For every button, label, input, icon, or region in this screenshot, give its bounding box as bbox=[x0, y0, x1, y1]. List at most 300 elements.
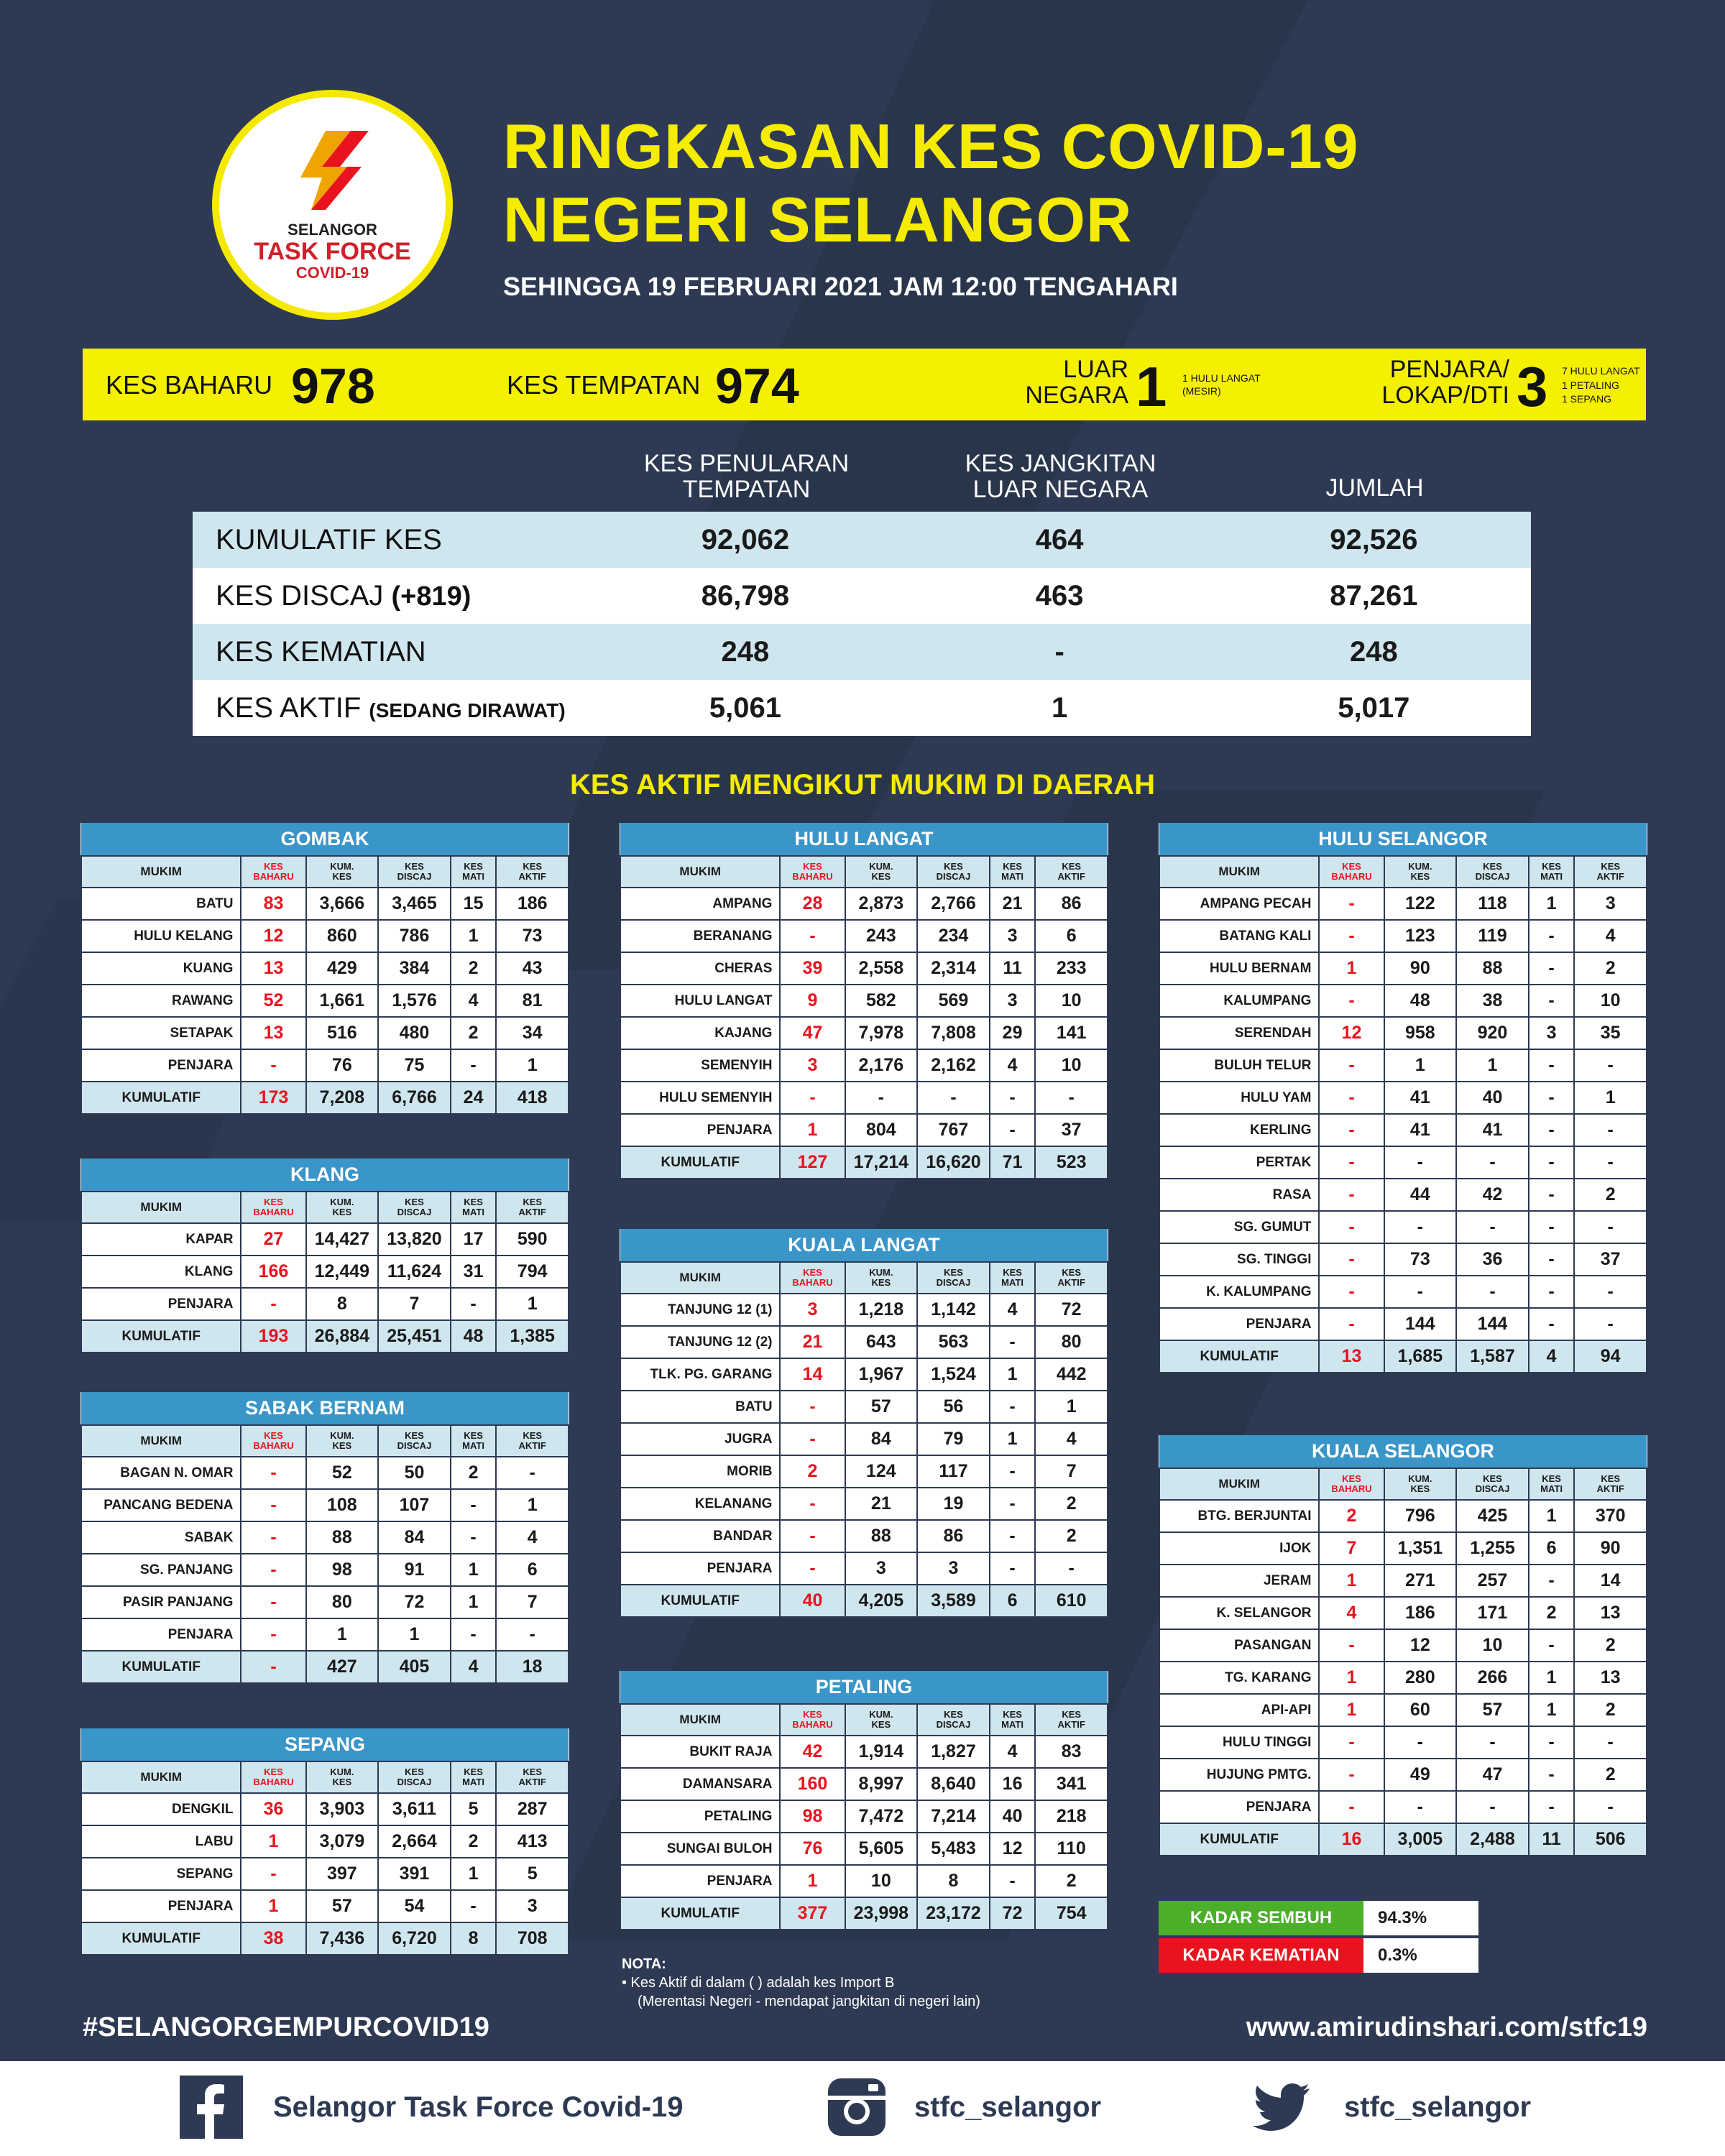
cell-discaj: 54 bbox=[378, 1890, 451, 1922]
table-row bbox=[1159, 920, 1647, 952]
cell-aktif: 287 bbox=[496, 1793, 569, 1825]
col-mati-b: MATI bbox=[1001, 871, 1024, 882]
note bbox=[622, 1955, 980, 2011]
cell-aktif: 2 bbox=[1574, 1759, 1647, 1791]
col-aktif bbox=[1574, 856, 1647, 888]
penjara-label-2: LOKAP/DTI bbox=[1381, 381, 1509, 409]
cell-aktif: - bbox=[1574, 1308, 1647, 1340]
col-aktif bbox=[496, 856, 569, 888]
total-cell-baharu: 193 bbox=[241, 1320, 305, 1353]
total-cell-kumulatif: 4,205 bbox=[845, 1585, 918, 1617]
col-mukim: MUKIM bbox=[81, 1192, 241, 1223]
table-row bbox=[620, 985, 1108, 1017]
total-cell-discaj: 3,589 bbox=[917, 1585, 990, 1617]
summary-row-label bbox=[193, 568, 588, 624]
table-row bbox=[81, 1521, 569, 1554]
cell-mukim: BANDAR bbox=[620, 1520, 780, 1552]
facebook-link[interactable]: Selangor Task Force Covid-19 bbox=[273, 2091, 684, 2123]
cell-kumulatif: 124 bbox=[845, 1455, 918, 1488]
cell-mukim: TG. KARANG bbox=[1159, 1662, 1319, 1694]
total-cell-mukim: KUMULATIF bbox=[620, 1897, 780, 1930]
cell-aktif: 13 bbox=[1574, 1662, 1647, 1694]
cell-discaj: 2,664 bbox=[378, 1825, 451, 1858]
col-kum bbox=[845, 1262, 918, 1294]
cell-aktif: 10 bbox=[1035, 985, 1108, 1017]
cell-discaj: 57 bbox=[1456, 1694, 1529, 1726]
total-cell-mukim: KUMULATIF bbox=[1159, 1823, 1319, 1856]
total-cell-baharu: 127 bbox=[780, 1146, 845, 1179]
cell-mati: 2 bbox=[1529, 1597, 1575, 1629]
col-kum bbox=[306, 1425, 379, 1457]
col-baharu-a: KES bbox=[803, 861, 822, 872]
cell-aktif: 233 bbox=[1035, 952, 1108, 985]
district-table-kuala-langat bbox=[620, 1229, 1108, 1618]
cell-discaj: 1,524 bbox=[917, 1358, 990, 1391]
total-cell-aktif: 418 bbox=[496, 1082, 569, 1114]
instagram-link[interactable]: stfc_selangor bbox=[914, 2091, 1102, 2123]
cell-kumulatif: 44 bbox=[1384, 1179, 1457, 1211]
cell-mukim: BTG. BERJUNTAI bbox=[1159, 1500, 1319, 1532]
cell-baharu: 12 bbox=[1319, 1017, 1384, 1049]
col-mati bbox=[990, 856, 1036, 888]
cell-aktif: 1 bbox=[1035, 1391, 1108, 1423]
cell-mati: - bbox=[1529, 985, 1575, 1017]
page-subtitle: SEHINGGA 19 FEBRUARI 2021 JAM 12:00 TENGAHARI bbox=[503, 272, 1178, 301]
col-kum-a: KUM. bbox=[869, 861, 893, 872]
col-aktif bbox=[1035, 1262, 1108, 1294]
cell-aktif: - bbox=[1574, 1276, 1647, 1308]
cell-mukim: LABU bbox=[81, 1825, 241, 1858]
cell-kumulatif: 8 bbox=[306, 1288, 379, 1320]
cell-mukim: PENJARA bbox=[81, 1049, 241, 1082]
district-header-row bbox=[81, 823, 569, 856]
cell-aktif: 5 bbox=[496, 1858, 569, 1890]
col-mati-a: KES bbox=[1542, 861, 1561, 872]
cell-mati: - bbox=[1529, 1308, 1575, 1340]
table-row bbox=[1159, 1114, 1647, 1146]
total-cell-baharu: - bbox=[241, 1651, 305, 1683]
cell-mati: 3 bbox=[990, 985, 1036, 1017]
cell-baharu: - bbox=[241, 1554, 305, 1586]
hdr-tempatan-b: TEMPATAN bbox=[682, 475, 811, 503]
summary-row-label bbox=[193, 680, 588, 736]
cell-kumulatif: 643 bbox=[845, 1326, 918, 1358]
total-cell-mukim: KUMULATIF bbox=[81, 1082, 241, 1114]
cell-aktif: 3 bbox=[496, 1890, 569, 1922]
cell-aktif: 73 bbox=[496, 920, 569, 952]
summary-value-v3: 248 bbox=[1217, 624, 1531, 680]
cell-discaj: 425 bbox=[1456, 1500, 1529, 1532]
table-row bbox=[81, 1049, 569, 1082]
summary-value-v1: 248 bbox=[588, 624, 902, 680]
cell-kumulatif: 1 bbox=[1384, 1049, 1457, 1082]
total-cell-aktif: 94 bbox=[1574, 1340, 1647, 1373]
cell-kumulatif: 49 bbox=[1384, 1759, 1457, 1791]
cell-mukim: KERLING bbox=[1159, 1114, 1319, 1146]
table-row bbox=[620, 1520, 1108, 1552]
cell-aktif: 4 bbox=[496, 1521, 569, 1554]
cell-discaj: 8,640 bbox=[917, 1768, 990, 1800]
col-discaj-a: KES bbox=[944, 1709, 963, 1720]
col-aktif-b: AKTIF bbox=[1596, 871, 1624, 882]
table-row bbox=[1159, 1532, 1647, 1565]
cell-discaj: 563 bbox=[917, 1326, 990, 1358]
col-mati bbox=[451, 1425, 497, 1457]
cell-baharu: - bbox=[241, 1489, 305, 1521]
cell-discaj: - bbox=[1456, 1791, 1529, 1823]
cell-baharu: - bbox=[780, 1488, 845, 1520]
cell-kumulatif: 108 bbox=[306, 1489, 379, 1521]
summary-row-label bbox=[193, 624, 588, 680]
district-name: SEPANG bbox=[81, 1728, 569, 1761]
col-baharu-b: BAHARU bbox=[253, 871, 294, 882]
instagram-icon[interactable] bbox=[825, 2076, 888, 2139]
cell-aktif: 590 bbox=[496, 1223, 569, 1256]
cell-discaj: 1,576 bbox=[378, 985, 451, 1017]
note-line2: (Merentasi Negeri - mendapat jangkitan di negeri lain) bbox=[638, 1994, 980, 2009]
cell-mukim: HULU BERNAM bbox=[1159, 952, 1319, 985]
cell-baharu: 28 bbox=[780, 888, 845, 920]
headline-bar bbox=[83, 349, 1646, 420]
table-row bbox=[81, 1793, 569, 1825]
cell-kumulatif: 1,351 bbox=[1384, 1532, 1457, 1565]
cell-mukim: K. SELANGOR bbox=[1159, 1597, 1319, 1629]
summary-value-v2: 463 bbox=[903, 568, 1217, 624]
district-table-hulu-selangor bbox=[1159, 823, 1647, 1373]
col-kum-b: KES bbox=[1410, 871, 1430, 882]
cell-mati: 3 bbox=[990, 920, 1036, 952]
total-cell-aktif: 18 bbox=[496, 1651, 569, 1683]
note-line1: • Kes Aktif di dalam ( ) adalah kes Import B bbox=[622, 1975, 895, 1991]
hashtag: #SELANGORGEMPURCOVID19 bbox=[83, 2012, 489, 2042]
col-aktif-a: KES bbox=[1062, 861, 1082, 872]
penjara-note-1: 7 HULU LANGAT bbox=[1562, 365, 1640, 377]
district-name: PETALING bbox=[620, 1671, 1108, 1704]
cell-discaj: 1,827 bbox=[917, 1736, 990, 1768]
cell-aktif: 10 bbox=[1035, 1049, 1108, 1082]
district-name: KLANG bbox=[81, 1158, 569, 1192]
column-header-row bbox=[81, 1425, 569, 1457]
col-mukim: MUKIM bbox=[620, 1262, 780, 1294]
cell-discaj: 7,214 bbox=[917, 1800, 990, 1833]
cell-baharu: - bbox=[1319, 1726, 1384, 1759]
cell-mukim: HULU YAM bbox=[1159, 1082, 1319, 1114]
cell-mati: 1 bbox=[1529, 888, 1575, 920]
cell-mati: - bbox=[990, 1488, 1036, 1520]
table-row bbox=[81, 1890, 569, 1922]
cell-kumulatif: - bbox=[1384, 1726, 1457, 1759]
total-cell-discaj: 2,488 bbox=[1456, 1823, 1529, 1856]
cell-baharu: 13 bbox=[241, 952, 305, 985]
col-baharu-b: BAHARU bbox=[792, 871, 833, 882]
cell-kumulatif: 88 bbox=[845, 1520, 918, 1552]
col-mukim: MUKIM bbox=[81, 1425, 241, 1457]
col-discaj-a: KES bbox=[1483, 861, 1502, 872]
col-discaj-a: KES bbox=[1483, 1473, 1502, 1485]
col-baharu-a: KES bbox=[803, 1709, 822, 1720]
total-cell-kumulatif: 1,685 bbox=[1384, 1340, 1457, 1373]
cell-discaj: 8 bbox=[917, 1865, 990, 1897]
col-mati bbox=[990, 1704, 1036, 1736]
hdr-luar-a: KES JANGKITAN bbox=[965, 450, 1156, 477]
cell-mati: - bbox=[1529, 1791, 1575, 1823]
summary-value-v1: 92,062 bbox=[588, 512, 902, 568]
col-kum-b: KES bbox=[332, 1207, 352, 1217]
table-row bbox=[81, 1288, 569, 1320]
cell-aktif: 13 bbox=[1574, 1597, 1647, 1629]
col-kum-b: KES bbox=[871, 1719, 891, 1730]
page-title-line2: NEGERI SELANGOR bbox=[503, 184, 1133, 255]
col-discaj-b: DISCAJ bbox=[397, 871, 432, 882]
cell-mukim: SABAK bbox=[81, 1521, 241, 1554]
luar-note-2: (MESIR) bbox=[1182, 385, 1221, 397]
cell-mukim: KAPAR bbox=[81, 1223, 241, 1256]
cell-aktif: 110 bbox=[1035, 1833, 1108, 1865]
cell-kumulatif: 1,914 bbox=[845, 1736, 918, 1768]
kes-tempatan-value: 974 bbox=[715, 358, 799, 414]
cell-mati: 4 bbox=[451, 985, 497, 1017]
cell-mati: - bbox=[990, 1326, 1036, 1358]
cell-discaj: 7,808 bbox=[917, 1017, 990, 1049]
table-row bbox=[620, 1326, 1108, 1358]
table-row bbox=[620, 1049, 1108, 1082]
summary-value-v1: 86,798 bbox=[588, 568, 902, 624]
table-row bbox=[620, 1768, 1108, 1800]
table-row bbox=[620, 920, 1108, 952]
cell-aktif: 83 bbox=[1035, 1736, 1108, 1768]
total-row bbox=[81, 1922, 569, 1955]
cell-mukim: K. KALUMPANG bbox=[1159, 1276, 1319, 1308]
column-header-row bbox=[620, 1704, 1108, 1736]
total-cell-kumulatif: 17,214 bbox=[845, 1146, 918, 1179]
col-mukim: MUKIM bbox=[81, 1761, 241, 1793]
cell-discaj: 2,766 bbox=[917, 888, 990, 920]
cell-baharu: 1 bbox=[1319, 1694, 1384, 1726]
cell-mati: - bbox=[1529, 1179, 1575, 1211]
cell-kumulatif: 48 bbox=[1384, 985, 1457, 1017]
table-row bbox=[1159, 1791, 1647, 1823]
col-kum bbox=[1384, 856, 1457, 888]
cell-mati: 17 bbox=[451, 1223, 497, 1256]
cell-mati: - bbox=[1529, 1082, 1575, 1114]
cell-aktif: 7 bbox=[1035, 1455, 1108, 1488]
cell-discaj: - bbox=[1456, 1726, 1529, 1759]
cell-kumulatif: 90 bbox=[1384, 952, 1457, 985]
cell-mukim: TLK. PG. GARANG bbox=[620, 1358, 780, 1391]
cell-kumulatif: 14,427 bbox=[306, 1223, 379, 1256]
total-row bbox=[620, 1585, 1108, 1617]
cell-discaj: 569 bbox=[917, 985, 990, 1017]
twitter-link[interactable]: stfc_selangor bbox=[1344, 2091, 1532, 2123]
note-title: NOTA: bbox=[622, 1956, 666, 1972]
col-mati-b: MATI bbox=[462, 1207, 484, 1217]
cell-kumulatif: 60 bbox=[1384, 1694, 1457, 1726]
cell-baharu: - bbox=[780, 1391, 845, 1423]
cell-mukim: TANJUNG 12 (2) bbox=[620, 1326, 780, 1358]
total-cell-discaj: 23,172 bbox=[917, 1897, 990, 1930]
logo-line1: SELANGOR bbox=[288, 221, 377, 239]
cell-baharu: 39 bbox=[780, 952, 845, 985]
total-cell-mukim: KUMULATIF bbox=[620, 1585, 780, 1617]
cell-kumulatif: 41 bbox=[1384, 1114, 1457, 1146]
summary-value-v2: - bbox=[903, 624, 1217, 680]
col-mati-a: KES bbox=[464, 1430, 483, 1442]
cell-aktif: 442 bbox=[1035, 1358, 1108, 1391]
cell-baharu: - bbox=[241, 1618, 305, 1651]
hdr-tempatan-a: KES PENULARAN bbox=[643, 450, 850, 477]
district-table-petaling bbox=[620, 1671, 1108, 1930]
kadar-sembuh bbox=[1159, 1901, 1478, 1935]
col-kum-a: KUM. bbox=[1408, 861, 1432, 872]
table-row bbox=[620, 952, 1108, 985]
total-cell-mati: 8 bbox=[451, 1922, 497, 1955]
cell-kumulatif: 186 bbox=[1384, 1597, 1457, 1629]
district-header-row bbox=[81, 1728, 569, 1761]
table-row bbox=[1159, 1759, 1647, 1791]
cell-kumulatif: 98 bbox=[306, 1554, 379, 1586]
cell-baharu: 76 bbox=[780, 1833, 845, 1865]
cell-mukim: API-API bbox=[1159, 1694, 1319, 1726]
cell-mati: - bbox=[1529, 1276, 1575, 1308]
total-cell-kumulatif: 26,884 bbox=[306, 1320, 379, 1353]
penjara-note-2: 1 PETALING bbox=[1562, 379, 1619, 391]
cell-kumulatif: 73 bbox=[1384, 1243, 1457, 1276]
col-discaj bbox=[917, 856, 990, 888]
table-row bbox=[81, 1256, 569, 1288]
col-aktif-a: KES bbox=[523, 1766, 543, 1778]
col-aktif-a: KES bbox=[1062, 1267, 1082, 1279]
district-name: SABAK BERNAM bbox=[81, 1392, 569, 1425]
table-row bbox=[620, 1455, 1108, 1488]
cell-mati: 1 bbox=[451, 920, 497, 952]
cell-baharu: 42 bbox=[780, 1736, 845, 1768]
col-mati-b: MATI bbox=[1001, 1277, 1024, 1288]
cell-mati: 2 bbox=[451, 1457, 497, 1489]
cell-kumulatif: 41 bbox=[1384, 1082, 1457, 1114]
col-mati-b: MATI bbox=[462, 1777, 484, 1787]
table-row bbox=[1159, 888, 1647, 920]
table-row bbox=[81, 1223, 569, 1256]
table-row bbox=[81, 1586, 569, 1618]
logo bbox=[212, 90, 453, 320]
summary-label-text: KUMULATIF KES bbox=[216, 523, 442, 556]
cell-kumulatif: - bbox=[845, 1082, 918, 1114]
total-cell-mukim: KUMULATIF bbox=[81, 1651, 241, 1683]
district-header-row bbox=[1159, 823, 1647, 856]
table-row bbox=[81, 1825, 569, 1858]
total-row bbox=[81, 1651, 569, 1683]
cell-mati: 11 bbox=[990, 952, 1036, 985]
cell-mukim: PENJARA bbox=[620, 1865, 780, 1897]
cell-mukim: KUANG bbox=[81, 952, 241, 985]
col-discaj-b: DISCAJ bbox=[936, 871, 971, 882]
col-kum-a: KUM. bbox=[330, 1430, 354, 1442]
cell-kumulatif: 429 bbox=[306, 952, 379, 985]
table-row bbox=[81, 985, 569, 1017]
total-cell-kumulatif: 3,005 bbox=[1384, 1823, 1457, 1856]
total-row bbox=[1159, 1823, 1647, 1856]
table-row bbox=[81, 1618, 569, 1651]
col-discaj bbox=[378, 1761, 451, 1793]
table-row bbox=[81, 888, 569, 920]
penjara-label-1: PENJARA/ bbox=[1389, 356, 1509, 383]
cell-mukim: SEMENYIH bbox=[620, 1049, 780, 1082]
luar-negara-note bbox=[1182, 372, 1261, 397]
column-header-row bbox=[620, 856, 1108, 888]
cell-mukim: HULU LANGAT bbox=[620, 985, 780, 1017]
cell-kumulatif: 3,903 bbox=[306, 1793, 379, 1825]
cell-baharu: - bbox=[241, 1049, 305, 1082]
cell-mukim: SEPANG bbox=[81, 1858, 241, 1890]
cell-aktif: 90 bbox=[1574, 1532, 1647, 1565]
table-row bbox=[81, 920, 569, 952]
cell-mukim: AMPANG PECAH bbox=[1159, 888, 1319, 920]
cell-mukim: JERAM bbox=[1159, 1565, 1319, 1597]
cell-kumulatif: 10 bbox=[845, 1865, 918, 1897]
cell-aktif: 37 bbox=[1574, 1243, 1647, 1276]
total-cell-kumulatif: 23,998 bbox=[845, 1897, 918, 1930]
cell-mati: - bbox=[1529, 1243, 1575, 1276]
cell-aktif: 341 bbox=[1035, 1768, 1108, 1800]
cell-discaj: 13,820 bbox=[378, 1223, 451, 1256]
cell-mati: - bbox=[990, 1455, 1036, 1488]
cell-aktif: 72 bbox=[1035, 1294, 1108, 1326]
col-kum-a: KUM. bbox=[330, 861, 354, 872]
facebook-icon[interactable] bbox=[180, 2076, 243, 2139]
col-discaj-a: KES bbox=[405, 1766, 424, 1778]
cell-discaj: 40 bbox=[1456, 1082, 1529, 1114]
cell-mati: - bbox=[1529, 1759, 1575, 1791]
col-aktif-a: KES bbox=[523, 1430, 543, 1442]
cell-baharu: - bbox=[1319, 1179, 1384, 1211]
summary-header-luar bbox=[903, 451, 1218, 502]
column-header-row bbox=[620, 1262, 1108, 1294]
col-discaj-b: DISCAJ bbox=[936, 1277, 971, 1288]
cell-baharu: - bbox=[780, 1082, 845, 1114]
luar-negara-value: 1 bbox=[1136, 355, 1167, 418]
total-cell-discaj: 405 bbox=[378, 1651, 451, 1683]
cell-discaj: 86 bbox=[917, 1520, 990, 1552]
cell-discaj: 786 bbox=[378, 920, 451, 952]
total-cell-aktif: 523 bbox=[1035, 1146, 1108, 1179]
twitter-icon[interactable] bbox=[1249, 2076, 1312, 2139]
table-row bbox=[81, 1017, 569, 1049]
cell-aktif: - bbox=[1035, 1082, 1108, 1114]
district-table-sepang bbox=[80, 1728, 569, 1955]
website-link[interactable]: www.amirudinshari.com/stfc19 bbox=[1246, 2012, 1647, 2042]
total-row bbox=[81, 1082, 569, 1114]
cell-mati: 1 bbox=[990, 1423, 1036, 1455]
cell-discaj: 266 bbox=[1456, 1662, 1529, 1694]
col-mukim: MUKIM bbox=[1159, 856, 1319, 888]
cell-baharu: 160 bbox=[780, 1768, 845, 1800]
cell-mati: 4 bbox=[990, 1736, 1036, 1768]
col-kum-b: KES bbox=[871, 1277, 891, 1288]
cell-mati: 40 bbox=[990, 1800, 1036, 1833]
cell-mukim: KLANG bbox=[81, 1256, 241, 1288]
cell-baharu: - bbox=[1319, 985, 1384, 1017]
cell-mati: - bbox=[1529, 1211, 1575, 1243]
cell-mati: 5 bbox=[451, 1793, 497, 1825]
cell-mati: - bbox=[451, 1890, 497, 1922]
col-mati-b: MATI bbox=[462, 871, 484, 882]
cell-discaj: 384 bbox=[378, 952, 451, 985]
summary-value-v3: 5,017 bbox=[1217, 680, 1531, 736]
cell-baharu: - bbox=[1319, 920, 1384, 952]
cell-kumulatif: - bbox=[1384, 1791, 1457, 1823]
col-kum bbox=[306, 1761, 379, 1793]
cell-kumulatif: 796 bbox=[1384, 1500, 1457, 1532]
